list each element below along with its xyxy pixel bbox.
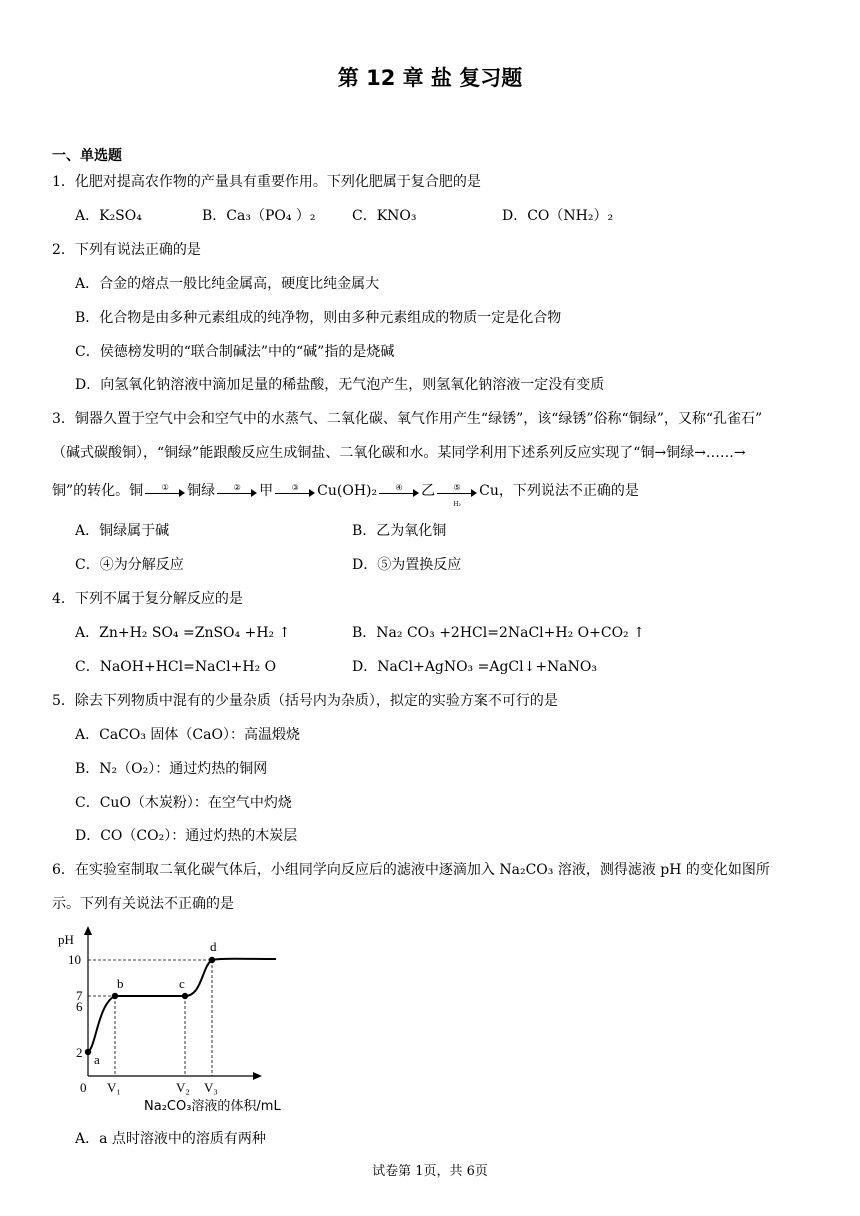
arrow-label: ③ [291, 483, 299, 492]
arrow-sublabel: H₂ [453, 501, 461, 508]
q4-option-a[interactable]: A．Zn+H₂ SO₄ =ZnSO₄ +H₂ ↑ [75, 625, 291, 641]
section-heading: 一、单选题 [52, 148, 122, 164]
q3-chain-tonglv: 铜绿 [187, 483, 216, 499]
q5-option-c[interactable]: C．CuO（木炭粉）：在空气中灼烧 [75, 795, 292, 811]
q5-option-d[interactable]: D．CO（CO₂）：通过灼热的木炭层 [75, 828, 298, 844]
q5-option-a[interactable]: A．CaCO₃ 固体（CaO）：高温煅烧 [75, 727, 300, 743]
q1-option-b[interactable]: B．Ca₃（PO₄ ）₂ [202, 208, 316, 224]
q2-stem: 2．下列有说法正确的是 [52, 242, 201, 258]
y-tick-label: 10 [68, 952, 81, 967]
y-tick-label: 6 [76, 999, 83, 1014]
arrow-label: ④ [395, 483, 403, 492]
point-label-b: b [117, 976, 124, 991]
q6-stem-line2: 示。下列有关说法不正确的是 [52, 896, 234, 912]
point-c [182, 993, 188, 999]
q3-chain-start: 铜”的转化。铜 [52, 483, 144, 499]
arrow-label: ⑤ [453, 483, 461, 492]
arrow-label: ② [233, 483, 241, 492]
y-axis-arrow-icon [84, 926, 92, 935]
q3-chain-end: Cu，下列说法不正确的是 [479, 483, 639, 499]
point-a [85, 1049, 91, 1055]
q3-stem-line2: （碱式碳酸铜），“铜绿”能跟酸反应生成铜盐、二氧化碳和水。某同学利用下述系列反应实现了“铜→铜绿→……→ [52, 445, 746, 461]
page-footer: 试卷第 1页，共 6页 [372, 1164, 488, 1179]
q3-option-b[interactable]: B．乙为氧化铜 [352, 523, 447, 539]
arrow-icon [275, 484, 315, 498]
q3-option-c[interactable]: C．④为分解反应 [75, 557, 184, 573]
point-d [209, 957, 215, 963]
arrow-icon [145, 484, 185, 498]
q3-chain-yi: 乙 [421, 483, 436, 499]
point-label-a: a [94, 1052, 100, 1067]
q4-stem: 4．下列不属于复分解反应的是 [52, 591, 243, 607]
y-tick-label: 7 [76, 988, 83, 1003]
x-tick-label: 0 [80, 1080, 87, 1095]
arrow-icon [217, 484, 257, 498]
x-axis-label: Na₂CO₃溶液的体积/mL [144, 1099, 281, 1114]
page-title: 第 12 章 盐 复习题 [337, 66, 523, 90]
q1-option-d[interactable]: D．CO（NH₂）₂ [502, 208, 614, 224]
q6-option-a[interactable]: A．a 点时溶液中的溶质有两种 [75, 1131, 266, 1147]
point-b [112, 993, 118, 999]
q5-stem: 5．除去下列物质中混有的少量杂质（括号内为杂质），拟定的实验方案不可行的是 [52, 693, 558, 709]
arrow-label: ① [161, 483, 169, 492]
point-label-d: d [210, 939, 217, 954]
x-tick-label: V₂ [176, 1080, 190, 1095]
point-label-c: c [179, 976, 185, 991]
q3-option-d[interactable]: D．⑤为置换反应 [352, 557, 462, 573]
x-tick-label: V₁ [107, 1080, 121, 1095]
q5-option-b[interactable]: B．N₂（O₂）：通过灼热的铜网 [75, 761, 268, 777]
q2-option-d[interactable]: D．向氢氧化钠溶液中滴加足量的稀盐酸，无气泡产生，则氢氧化钠溶液一定没有变质 [75, 377, 605, 393]
q3-chain-jia: 甲 [259, 483, 274, 499]
q3-option-a[interactable]: A．铜绿属于碱 [75, 523, 170, 539]
ph-curve [88, 959, 276, 1052]
q4-option-c[interactable]: C．NaOH+HCl=NaCl+H₂ O [75, 659, 277, 675]
q1-stem: 1．化肥对提高农作物的产量具有重要作用。下列化肥属于复合肥的是 [52, 174, 481, 190]
x-tick-label: V₃ [204, 1080, 218, 1095]
x-axis-arrow-icon [253, 1072, 262, 1080]
q4-option-d[interactable]: D．NaCl+AgNO₃ =AgCl↓+NaNO₃ [352, 659, 597, 675]
q6-stem-line1: 6．在实验室制取二氧化碳气体后，小组同学向反应后的滤液中逐滴加入 Na₂CO₃ 溶液，测得滤液 pH 的变化如图所 [52, 862, 770, 878]
y-tick-label: 2 [76, 1045, 83, 1060]
q4-option-b[interactable]: B．Na₂ CO₃ +2HCl=2NaCl+H₂ O+CO₂ ↑ [352, 625, 645, 641]
q2-option-c[interactable]: C．侯德榜发明的“联合制碱法”中的“碱”指的是烧碱 [75, 344, 395, 360]
y-axis-label: pH [58, 932, 74, 947]
q3-chain-cuoh2: Cu(OH)₂ [317, 483, 378, 499]
arrow-icon [379, 484, 419, 498]
ph-chart [44, 922, 294, 1122]
q1-option-a[interactable]: A．K₂SO₄ [75, 208, 142, 224]
q3-reaction-chain [52, 481, 639, 508]
arrow-icon [437, 483, 477, 508]
q2-option-a[interactable]: A．合金的熔点一般比纯金属高，硬度比纯金属大 [75, 276, 380, 292]
q3-stem-line1: 3．铜器久置于空气中会和空气中的水蒸气、二氧化碳、氧气作用产生“绿锈”，该“绿锈”俗称“铜绿”，又称“孔雀石” [52, 411, 763, 427]
q2-option-b[interactable]: B．化合物是由多种元素组成的纯净物，则由多种元素组成的物质一定是化合物 [75, 310, 562, 326]
q1-option-c[interactable]: C．KNO₃ [352, 208, 417, 224]
